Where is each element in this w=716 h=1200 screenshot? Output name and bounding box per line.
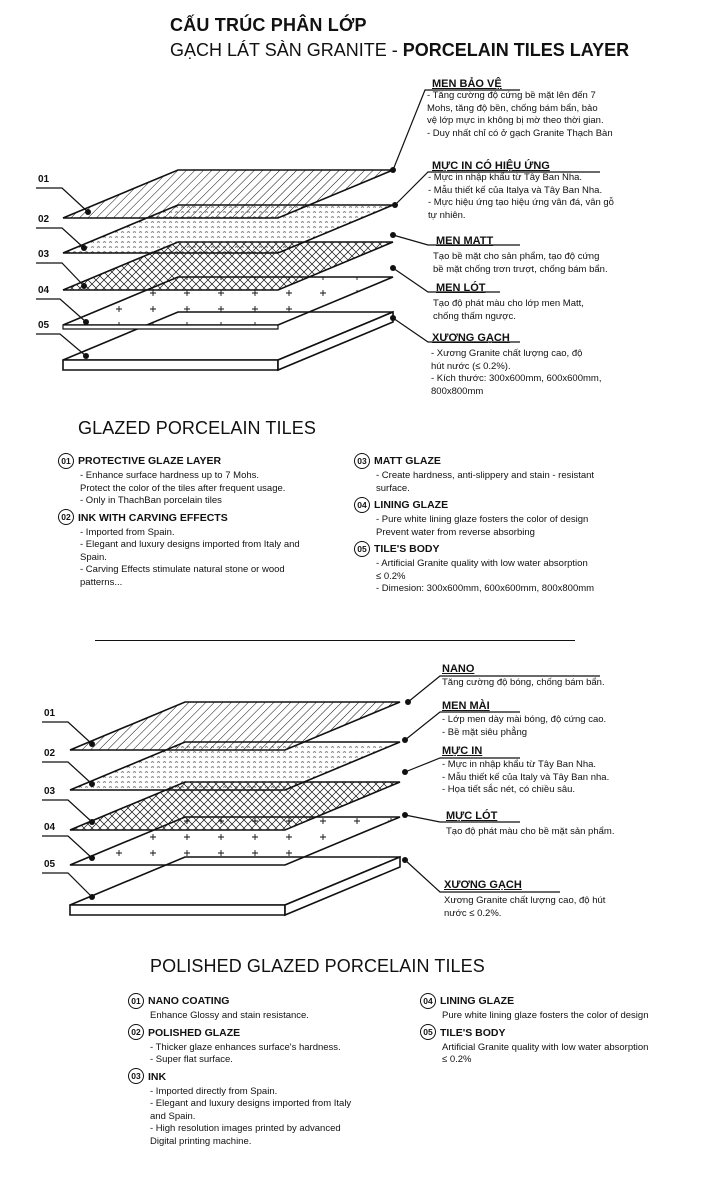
d1-label-4-title: MEN LÓT [436,282,486,294]
d1-label-3-text: Tạo bề mặt cho sản phẩm, tạo độ cứng bề mặt chống trơn trượt, chống bám bẩn. [433,251,608,275]
d2-layer-05-side [70,905,285,915]
section1-left [58,452,358,590]
s1-title-05: TILE'S BODY [374,542,440,555]
s1-text-05: - Artificial Granite quality with low water absorption ≤ 0.2% - Dimesion: 300x600mm, 600x600mm, 800x800mm [376,558,595,594]
d1-label-5 [432,332,692,398]
s2-item-04 [420,992,710,1023]
d2-label-3-title: MỰC IN [442,745,483,757]
d2-number-02: 02 [44,748,56,759]
s2-num-04: 04 [420,993,436,1009]
section1-heading: GLAZED PORCELAIN TILES [78,418,316,438]
s2-title-03: INK [148,1070,167,1083]
d2-label-3 [442,745,702,797]
d2-number-01: 01 [44,708,56,719]
d1-label-4-text: Tạo độ phát màu cho lớp men Matt, chống thấm ngược. [433,298,584,322]
d2-label-2-text: - Lớp men dày mài bóng, độ cứng cao. - Bề mặt siêu phẳng [442,714,607,738]
d1-layer-05-side [63,360,278,370]
d2-label-1-text: Tăng cường độ bóng, chống bám bẩn. [442,677,605,688]
s2-title-04: LINING GLAZE [440,994,515,1007]
d1-label-5-text: - Xương Granite chất lượng cao, độ hút nước (≤ 0.2%). - Kích thước: 300x600mm, 600x600mm, 800x800mm [431,348,602,397]
s2-num-02: 02 [128,1024,144,1040]
s1-item-03 [354,452,654,495]
d2-label-5 [444,879,704,920]
s1-text-04: - Pure white lining glaze fosters the color of design Prevent water from reverse absorbing [376,514,589,538]
d2-label-2 [442,700,702,739]
d2-label-4-text: Tạo độ phát màu cho bề mặt sản phẩm. [446,826,615,837]
s1-num-03: 03 [354,453,370,469]
d2-label-4-title: MỰC LÓT [446,810,498,822]
d1-label-1-text: - Tăng cường độ cứng bề mặt lên đến 7 Mohs, tăng độ bền, chống bám bẩn, bảo vệ lớp mực in không bị mờ theo thời gian. - Duy nhất chỉ có ở gạch Granite Thạch Bàn [427,90,613,139]
d2-label-1 [442,663,702,690]
s2-item-03 [128,1068,418,1149]
s1-title-03: MATT GLAZE [374,454,441,467]
s2-item-01 [128,992,418,1023]
subtitle-prefix: GẠCH LÁT SÀN GRANITE - [170,40,403,60]
s1-title-01: PROTECTIVE GLAZE LAYER [78,454,222,467]
s2-title-01: NANO COATING [148,994,230,1007]
s1-num-04: 04 [354,497,370,513]
d1-right-dots [390,167,398,321]
d1-number-05: 05 [38,320,50,331]
d1-label-5-title: XƯƠNG GẠCH [432,332,510,344]
s1-text-02: - Imported from Spain. - Elegant and luxury designs imported from Italy and Spain. - Carving Effects stimulate natural stone or wood patterns... [80,526,300,588]
section2-left [128,992,418,1149]
d1-label-3 [433,235,696,276]
s2-num-03: 03 [128,1068,144,1084]
d2-right-dots [402,699,411,863]
s1-num-02: 02 [58,509,74,525]
section2-heading: POLISHED GLAZED PORCELAIN TILES [150,956,485,976]
d1-number-03: 03 [38,249,50,260]
d1-label-3-title: MEN MATT [436,235,494,247]
s1-item-01 [58,452,358,508]
s2-num-01: 01 [128,993,144,1009]
s1-text-03: - Create hardness, anti-slippery and stain - resistant surface. [376,470,595,494]
d2-number-05: 05 [44,859,56,870]
s1-title-04: LINING GLAZE [374,498,449,511]
s2-text-04: Pure white lining glaze fosters the color of design [442,1010,649,1021]
s2-text-01: Enhance Glossy and stain resistance. [150,1010,309,1021]
s1-item-02 [58,509,358,590]
d2-number-03: 03 [44,786,56,797]
d1-label-4 [433,282,696,323]
section1-right [354,452,654,597]
d1-number-02: 02 [38,214,50,225]
d2-label-3-text: - Mực in nhập khẩu từ Tây Ban Nha. - Mẫu thiết kế của Italy và Tây Ban nha. - Họa tiết sắc nét, có chiều sâu. [442,759,610,795]
d1-label-2-title: MỰC IN CÓ HIỆU ỨNG [432,160,550,172]
section2-right [420,992,710,1068]
s1-item-05 [354,540,654,596]
s2-item-02 [128,1024,418,1067]
s2-title-02: POLISHED GLAZE [148,1026,241,1039]
s1-num-05: 05 [354,541,370,557]
section-divider [95,640,575,641]
d1-label-1 [427,78,702,140]
d1-label-2-text: - Mực in nhập khẩu từ Tây Ban Nha. - Mẫu thiết kế của Italya và Tây Ban Nha. - Mực hiệu ứng tạo hiệu ứng vân đá, vân gỗ tự nhiên. [428,172,614,221]
s2-item-05 [420,1024,710,1067]
d2-label-5-text: Xương Granite chất lượng cao, độ hút nước ≤ 0.2%. [444,895,606,919]
d2-left-dots [89,741,95,900]
s2-num-05: 05 [420,1024,436,1040]
s1-num-01: 01 [58,453,74,469]
d2-label-2-title: MEN MÀI [442,700,490,712]
d2-label-5-title: XƯƠNG GẠCH [444,879,522,891]
s2-title-05: TILE'S BODY [440,1026,506,1039]
d2-label-1-title: NANO [442,663,475,675]
d2-number-04: 04 [44,822,56,833]
s1-text-01: - Enhance surface hardness up to 7 Mohs. Protect the color of the tiles after frequent usage. - Only in ThachBan porcelain tiles [80,470,286,506]
d2-label-4 [446,810,706,839]
page-title: CẤU TRÚC PHÂN LỚP [170,15,367,35]
d1-label-1-title: MEN BẢO VỆ [432,78,502,90]
d1-label-2 [428,160,702,222]
d1-number-01: 01 [38,174,50,185]
s1-item-04 [354,496,654,539]
s2-text-03: - Imported directly from Spain. - Elegant and luxury designs imported from Italy and Spain. - High resolution images printed by advanced Digital printing machine. [150,1085,352,1147]
d1-layer-04-side [63,325,278,329]
s2-text-05: Artificial Granite quality with low water absorption ≤ 0.2% [442,1041,649,1065]
s1-title-02: INK WITH CARVING EFFECTS [78,511,228,524]
s2-text-02: - Thicker glaze enhances surface's hardness. - Super flat surface. [150,1041,341,1065]
d1-number-04: 04 [38,285,50,296]
subtitle-bold: PORCELAIN TILES LAYER [402,40,630,60]
